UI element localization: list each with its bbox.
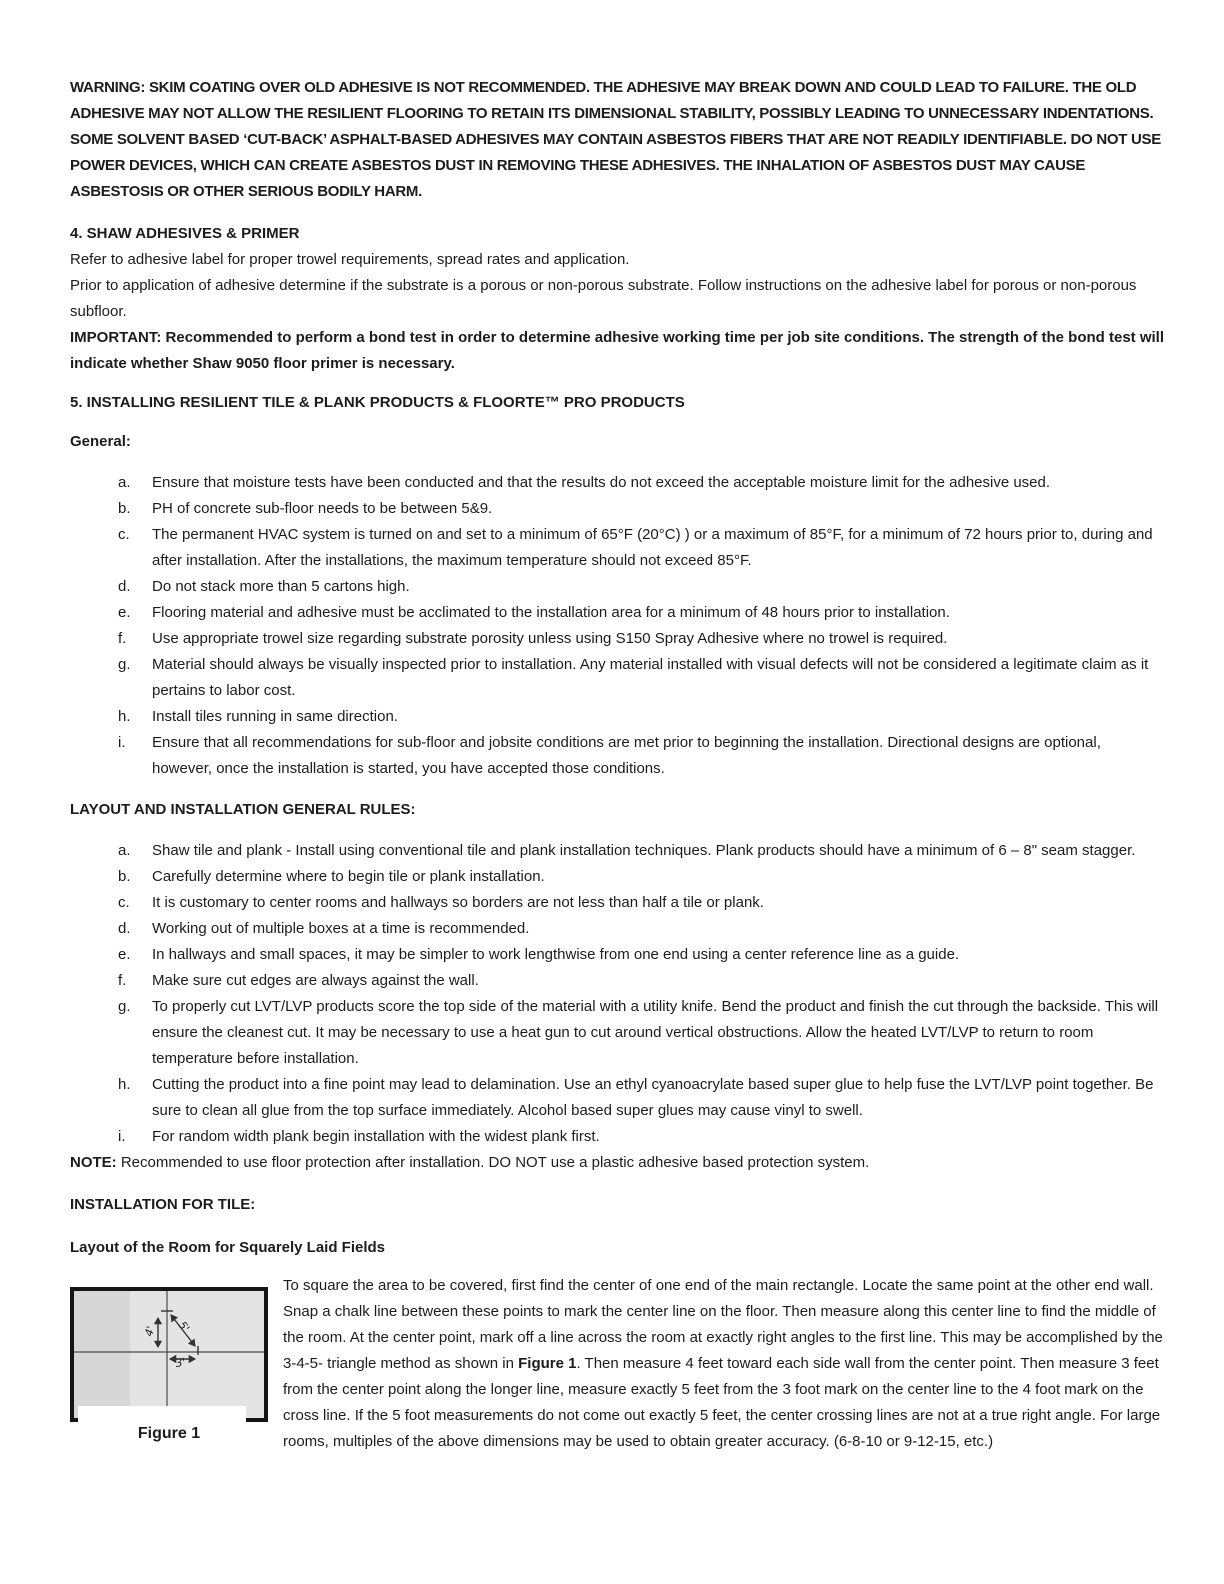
- section4-important-paragraph: IMPORTANT: Recommended to perform a bond test in order to determine adhesive working time per job site conditions. The strength of the bond test will indicate whether Shaw 9050 floor primer is necessary.: [70, 329, 1164, 372]
- list-item: [70, 470, 1164, 496]
- list-marker: a.: [118, 474, 131, 491]
- list-item: [70, 626, 1164, 652]
- room-layout-diagram: [70, 1287, 268, 1422]
- list-item-text: Shaw tile and plank - Install using conventional tile and plank installation techniques. Plank products should have a minimum of 6 – 8" seam stagger.: [152, 842, 1136, 859]
- room-shading: [74, 1291, 130, 1418]
- list-item-text: Ensure that moisture tests have been conducted and that the results do not exceed the acceptable moisture limit for the adhesive used.: [152, 474, 1051, 491]
- caption-notch: [78, 1406, 246, 1422]
- list-item-text: PH of concrete sub-floor needs to be between 5&9.: [152, 500, 493, 517]
- list-marker: d.: [118, 578, 131, 595]
- label-4-feet: 4': [142, 1324, 158, 1338]
- list-marker: b.: [118, 868, 131, 885]
- list-marker: h.: [118, 1076, 131, 1093]
- list-item: [70, 994, 1164, 1072]
- list-marker: i.: [118, 734, 126, 751]
- list-item: [70, 652, 1164, 704]
- paragraph-text: . Then measure 4 feet toward each side wall from the center point. Then measure 3 feet from the center point along the longer line, measure exactly 5 feet from the 3 foot mark on the center line to the 4 foot mark on the cross line. If the 5 foot measurements do not come out exactly 5 feet, the center crossing lines are not at a true right angle. For large rooms, multiples of the above dimensions may be used to obtain greater accuracy. (6-8-10 or 9-12-15, etc.): [283, 1355, 1161, 1450]
- figure-reference: Figure 1: [518, 1355, 577, 1372]
- list-marker: h.: [118, 708, 131, 725]
- list-marker: g.: [118, 998, 131, 1015]
- list-item: [70, 574, 1164, 600]
- list-item-text: Do not stack more than 5 cartons high.: [152, 578, 410, 595]
- list-item: [70, 600, 1164, 626]
- list-marker: a.: [118, 842, 131, 859]
- list-item: [70, 838, 1164, 864]
- list-item-text: Make sure cut edges are always against the wall.: [152, 972, 479, 989]
- figure-caption: Figure 1: [137, 1425, 201, 1442]
- note-paragraph: [70, 1150, 1164, 1176]
- note-label: NOTE:: [70, 1154, 117, 1171]
- list-item: [70, 890, 1164, 916]
- layout-rules-list: [70, 838, 1164, 1150]
- list-marker: g.: [118, 656, 131, 673]
- section4-paragraph-1: Refer to adhesive label for proper trowel requirements, spread rates and application.: [70, 251, 630, 268]
- list-item-text: In hallways and small spaces, it may be simpler to work lengthwise from one end using a center reference line as a guide.: [152, 946, 960, 963]
- squaring-instructions-paragraph: [260, 1273, 1164, 1455]
- list-item-text: To properly cut LVT/LVP products score the top side of the material with a utility knife. Bend the product and finish the cut through the backside. This will ensure the cleanest cut. It may be necessary to use a heat gun to cut around vertical obstructions. Allow the heated LVT/LVP to return to room temperature before installation.: [152, 998, 1159, 1067]
- list-marker: f.: [118, 972, 127, 989]
- list-item-text: The permanent HVAC system is turned on and set to a minimum of 65°F (20°C) ) or a maximum of 85°F, for a minimum of 72 hours prior to, during and after installation. After the installations, the maximum temperature should not exceed 85°F.: [152, 526, 1153, 569]
- list-item: [70, 968, 1164, 994]
- label-3-feet: 3': [174, 1355, 187, 1370]
- list-item: [70, 916, 1164, 942]
- list-marker: c.: [118, 894, 130, 911]
- list-item: [70, 864, 1164, 890]
- list-marker: d.: [118, 920, 131, 937]
- list-item-text: Install tiles running in same direction.: [152, 708, 398, 725]
- paragraph-text: To square the area to be covered, first find the center of one end of the main rectangle. Locate the same point at the other end wall. Snap a chalk line between these points to mark the center line on the floor. Then measure along this center line to find the middle of the room. At the center point, mark off a line across the room at exactly right angles to the first line. This may be accomplished by the 3-4-5- triangle method as shown in: [283, 1277, 1163, 1372]
- note-text: Recommended to use floor protection after installation. DO NOT use a plastic adhesive based protection system.: [116, 1154, 870, 1171]
- list-item-text: It is customary to center rooms and hallways so borders are not less than half a tile or plank.: [152, 894, 764, 911]
- general-list: [70, 470, 1164, 782]
- list-item: [70, 942, 1164, 968]
- general-label: General:: [70, 433, 131, 450]
- squarely-laid-fields-subheading: Layout of the Room for Squarely Laid Fields: [70, 1239, 386, 1256]
- label-5-feet: 5': [175, 1318, 193, 1335]
- list-item-text: Carefully determine where to begin tile or plank installation.: [152, 868, 545, 885]
- list-marker: b.: [118, 500, 131, 517]
- list-item: [70, 730, 1164, 782]
- list-item-text: Working out of multiple boxes at a time is recommended.: [152, 920, 530, 937]
- section4-paragraph-2: Prior to application of adhesive determine if the substrate is a porous or non-porous substrate. Follow instructions on the adhesive label for porous or non-porous subfloor.: [70, 277, 1137, 320]
- list-item-text: For random width plank begin installation with the widest plank first.: [152, 1128, 600, 1145]
- list-marker: e.: [118, 604, 131, 621]
- list-item-text: Use appropriate trowel size regarding substrate porosity unless using S150 Spray Adhesive where no trowel is required.: [152, 630, 948, 647]
- list-marker: e.: [118, 946, 131, 963]
- figure-section: [70, 1273, 1164, 1455]
- list-item-text: Cutting the product into a fine point may lead to delamination. Use an ethyl cyanoacrylate based super glue to help fuse the LVT/LVP point together. Be sure to clean all glue from the top surface immediately. Alcohol based super glues may cause vinyl to swell.: [152, 1076, 1154, 1119]
- list-item: [70, 522, 1164, 574]
- list-item: [70, 1072, 1164, 1124]
- installation-for-tile-heading: INSTALLATION FOR TILE:: [70, 1196, 256, 1213]
- list-marker: c.: [118, 526, 130, 543]
- layout-rules-heading: LAYOUT AND INSTALLATION GENERAL RULES:: [70, 801, 416, 818]
- warning-paragraph: WARNING: SKIM COATING OVER OLD ADHESIVE IS NOT RECOMMENDED. THE ADHESIVE MAY BREAK DOWN AND COULD LEAD TO FAILURE. THE OLD ADHESIVE MAY NOT ALLOW THE RESILIENT FLOORING TO RETAIN ITS DIMENSIONAL STABILITY, POSSIBLY LEADING TO UNNECESSARY INDENTATIONS. SOME SOLVENT BASED ‘CUT-BACK’ ASPHALT-BASED ADHESIVES MAY CONTAIN ASBESTOS FIBERS THAT ARE NOT READILY IDENTIFIABLE. DO NOT USE POWER DEVICES, WHICH CAN CREATE ASBESTOS DUST IN REMOVING THESE ADHESIVES. THE INHALATION OF ASBESTOS DUST MAY CAUSE ASBESTOSIS OR OTHER SERIOUS BODILY HARM.: [70, 79, 1161, 200]
- list-marker: i.: [118, 1128, 126, 1145]
- section5-heading: 5. INSTALLING RESILIENT TILE & PLANK PRODUCTS & FLOORTE™ PRO PRODUCTS: [70, 394, 685, 411]
- list-item-text: Ensure that all recommendations for sub-floor and jobsite conditions are met prior to beginning the installation. Directional designs are optional, however, once the installation is started, you have accepted those conditions.: [152, 734, 1101, 777]
- list-item: [70, 1124, 1164, 1150]
- list-item: [70, 496, 1164, 522]
- section4-heading: 4. SHAW ADHESIVES & PRIMER: [70, 225, 300, 242]
- list-item: [70, 704, 1164, 730]
- list-item-text: Flooring material and adhesive must be acclimated to the installation area for a minimum of 48 hours prior to installation.: [152, 604, 950, 621]
- list-item-text: Material should always be visually inspected prior to installation. Any material installed with visual defects will not be considered a legitimate claim as it pertains to labor cost.: [152, 656, 1149, 699]
- figure-1: [70, 1287, 268, 1446]
- list-marker: f.: [118, 630, 127, 647]
